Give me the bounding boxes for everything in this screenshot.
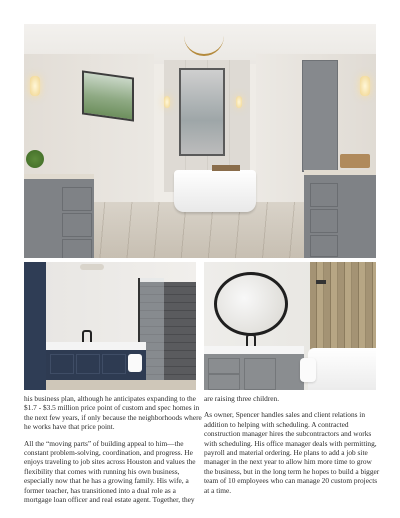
round-mirror	[214, 272, 288, 336]
vanity-door	[244, 358, 276, 390]
wall-sconce	[30, 76, 40, 96]
vanity-drawer	[62, 187, 92, 211]
tall-navy-cabinet	[24, 262, 46, 390]
left-vanity	[24, 174, 94, 258]
vanity-door	[76, 354, 100, 374]
vanity-door	[102, 354, 126, 374]
toilet	[128, 354, 142, 372]
right-vanity	[304, 170, 376, 258]
article-left-column	[24, 394, 202, 511]
toilet	[300, 358, 316, 382]
tall-mirror	[179, 68, 225, 156]
wall-sconce	[164, 96, 170, 108]
vanity-drawer	[310, 209, 338, 233]
freestanding-tub	[174, 170, 256, 212]
article-paragraph: his business plan, although he anticipates expanding to the $1.7 - $3.5 million price point of custom and spec homes in the next few years, if only because the neighborhoods where he works have that price point.	[24, 394, 202, 432]
tub-tray	[212, 165, 240, 171]
bathtub	[308, 348, 376, 390]
basket	[340, 154, 370, 168]
showerhead	[316, 280, 326, 284]
grey-vanity-bathroom-photo	[204, 262, 376, 390]
vanity-drawer	[208, 358, 240, 374]
navy-vanity-bathroom-photo	[24, 262, 196, 390]
article-paragraph: As owner, Spencer handles sales and client relations in addition to helping with scheduling. A contracted construction manager hires the subcontractors and works with scheduling. His office manager deals with permitting, payroll and material ordering. He plans to add a job site manager in the next year to allow him more time to grow the business, but in the long term he hopes to build a bigger team of 10 employees who can manage 20 custom projects at a time.	[204, 410, 380, 495]
vanity-drawer	[62, 213, 92, 237]
article-paragraph: All the “moving parts” of building appeal to him—the constant problem-solving, coordination, and progress. He enjoys traveling to job sites across Houston and values the flexibility that comes with running his own business, especially now that he has a growing family. His wife, a former teacher, has transitioned into a dual role as a mortgage loan officer and real estate agent. Together, they	[24, 438, 196, 505]
vanity-light	[80, 264, 104, 270]
master-bathroom-photo	[24, 24, 376, 258]
vanity-drawer	[310, 235, 338, 257]
white-countertop	[204, 346, 304, 354]
vanity-drawer	[62, 239, 92, 258]
linen-cabinet	[302, 60, 338, 172]
vanity-drawer	[310, 183, 338, 207]
window	[82, 70, 134, 121]
vanity-door	[50, 354, 74, 374]
plant	[26, 150, 44, 168]
article-right-column	[204, 394, 382, 502]
vanity-drawer	[208, 374, 240, 390]
wall-sconce	[236, 96, 242, 108]
floor	[46, 380, 196, 390]
white-countertop	[46, 342, 146, 350]
article-paragraph: are raising three children.	[204, 394, 280, 403]
grey-vanity	[204, 354, 304, 390]
wall-sconce	[360, 76, 370, 96]
